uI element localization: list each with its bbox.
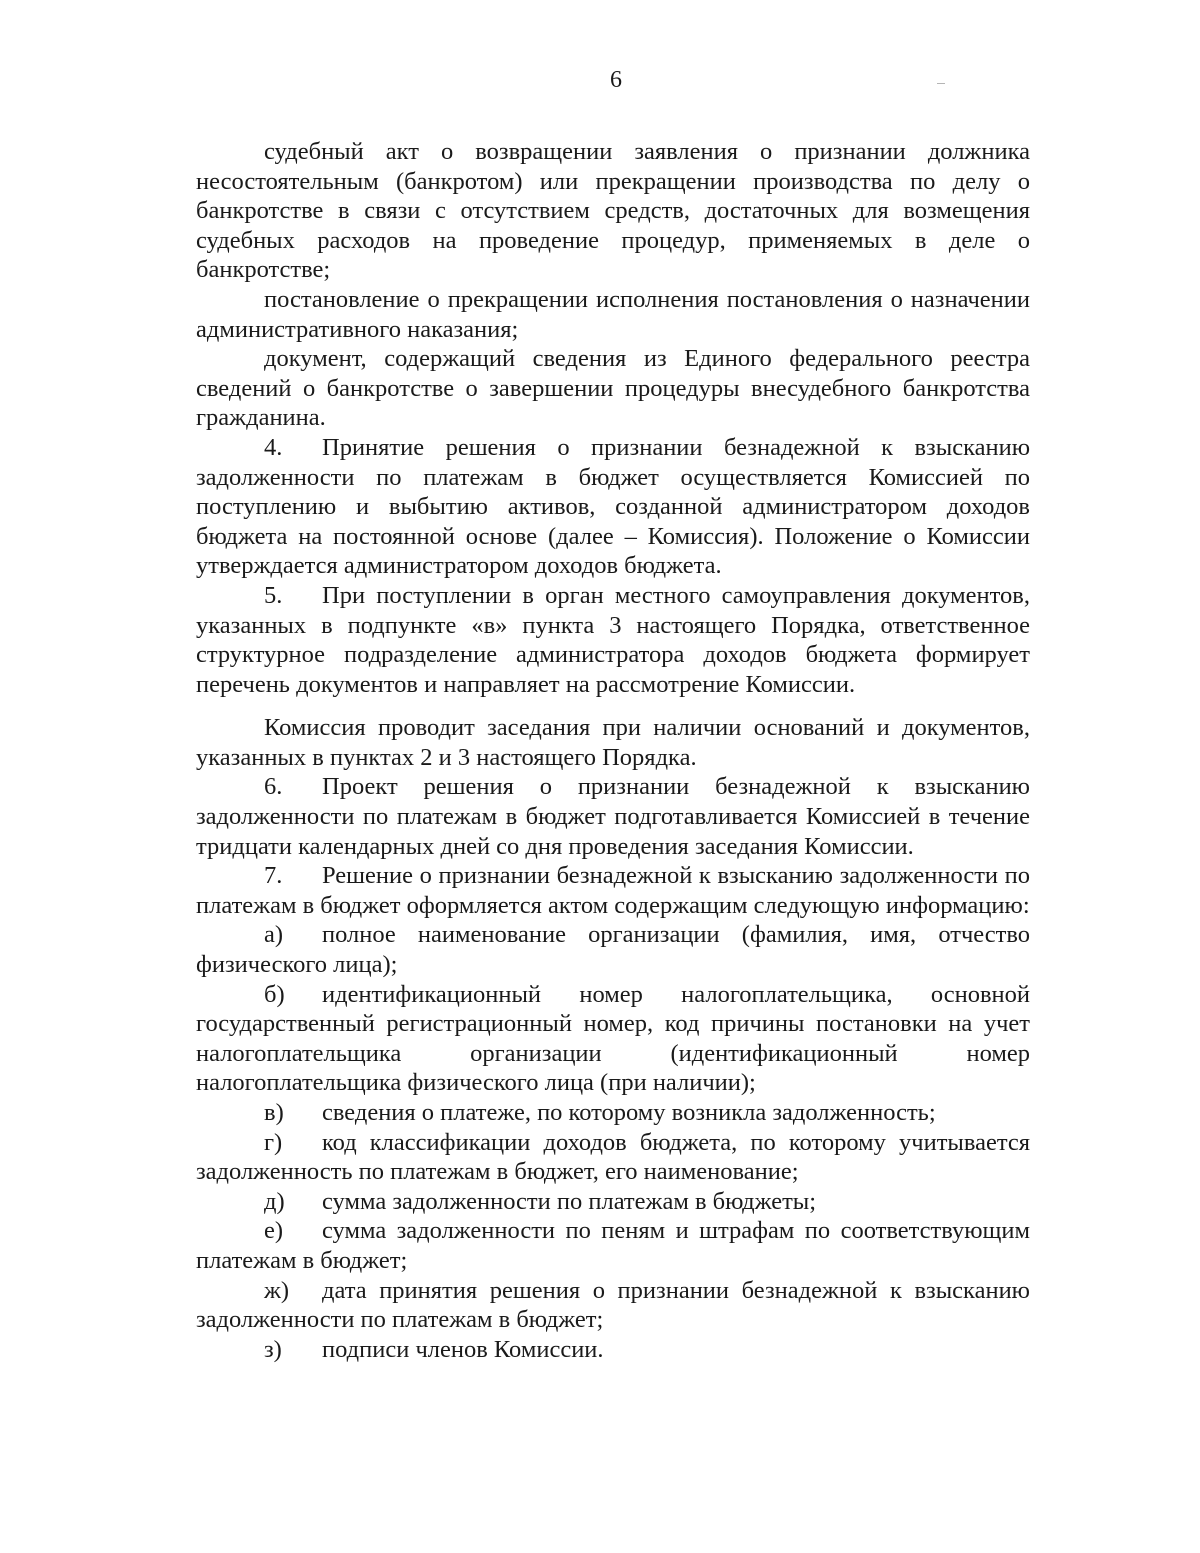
subclause-letter: г) [264,1128,283,1156]
clause-7 [196,861,1030,920]
paragraph-text: дата принятия решения о признании безнадежной к взысканию задолженности по платежам в бюджет; [196,1276,1030,1334]
document-body [196,137,1030,1364]
paragraph-text: полное наименование организации (фамилия, имя, отчество физического лица); [196,921,1030,979]
subclause-letter: б) [264,980,285,1008]
clause-5 [196,581,1030,699]
paragraph-text: сведения о платеже, по которому возникла задолженность; [322,1099,936,1126]
page-number: 6 [610,67,622,93]
subclause-d [196,1187,1030,1217]
paragraph-text: Принятие решения о признании безнадежной к взысканию задолженности по платежам в бюджет осуществляется Комиссией по поступлению и выбытию активов, созданной администратором доходов бюджета на постоянной основе (далее – Комиссия). Положение о Комиссии утверждается администратором доходов бюджета. [196,433,1030,580]
subclause-v [196,1098,1030,1128]
paragraph-text: постановление о прекращении исполнения постановления о назначении административного наказания; [196,285,1030,343]
subclause-b [196,980,1030,1098]
subclause-a [196,920,1030,979]
paragraph-text: код классификации доходов бюджета, по которому учитывается задолженность по платежам в бюджет, его наименование; [196,1128,1030,1186]
clause-number: 7. [264,862,283,890]
clause-number: 5. [264,581,283,609]
subclause-zh [196,1276,1030,1335]
subclause-letter: д) [264,1187,285,1215]
paragraph-text: документ, содержащий сведения из Единого федерального реестра сведений о банкротстве о завершении процедуры внесудебного банкротства гражданина. [196,345,1030,432]
subclause-letter: в) [264,1099,284,1126]
subclause-g [196,1128,1030,1187]
paragraph-text: идентификационный номер налогоплательщика, основной государственный регистрационный номер, код причины постановки на учет налогоплательщика организации (идентификационный номер налогоплательщика физического лица (при наличии); [196,980,1030,1097]
subclause-z [196,1335,1030,1365]
paragraph-text: подписи членов Комиссии. [322,1335,604,1363]
paragraph-text: сумма задолженности по платежам в бюджеты; [322,1187,817,1215]
clause-number: 4. [264,433,283,461]
paragraph-text: Решение о признании безнадежной к взысканию задолженности по платежам в бюджет оформляется актом содержащим следующую информацию: [196,862,1030,919]
clause-4 [196,433,1030,581]
paragraph-text: Проект решения о признании безнадежной к взысканию задолженности по платежам в бюджет подготавливается Комиссией в течение тридцати календарных дней со дня проведения заседания Комиссии. [196,773,1030,860]
subclause-e [196,1216,1030,1275]
paragraph-text: Комиссия проводит заседания при наличии оснований и документов, указанных в пунктах 2 и 3 настоящего Порядка. [196,714,1030,771]
paragraph-bankruptcy-registry [196,344,1030,433]
paragraph-court-act [196,137,1030,285]
paragraph-text: сумма задолженности по пеням и штрафам по соответствующим платежам в бюджет; [196,1217,1030,1274]
subclause-letter: е) [264,1217,284,1245]
paragraph-commission-meetings [196,713,1030,772]
clause-number: 6. [264,773,283,801]
paragraph-resolution-termination [196,285,1030,344]
paragraph-text: судебный акт о возвращении заявления о признании должника несостоятельным (банкротом) или прекращении производства по делу о банкротстве в связи с отсутствием средств, достаточных для возмещения судебных расходов на проведение процедур, применяемых в деле о банкротстве; [196,138,1030,284]
clause-6 [196,772,1030,861]
subclause-letter: ж) [264,1276,290,1304]
paragraph-text: При поступлении в орган местного самоуправления документов, указанных в подпункте «в» пункта 3 настоящего Порядка, ответственное структурное подразделение администратора доходов бюджета формирует перечень документов и направляет на рассмотрение Комиссии. [196,581,1030,698]
subclause-letter: а) [264,921,284,949]
scan-mark [937,83,945,84]
subclause-letter: з) [264,1335,282,1363]
